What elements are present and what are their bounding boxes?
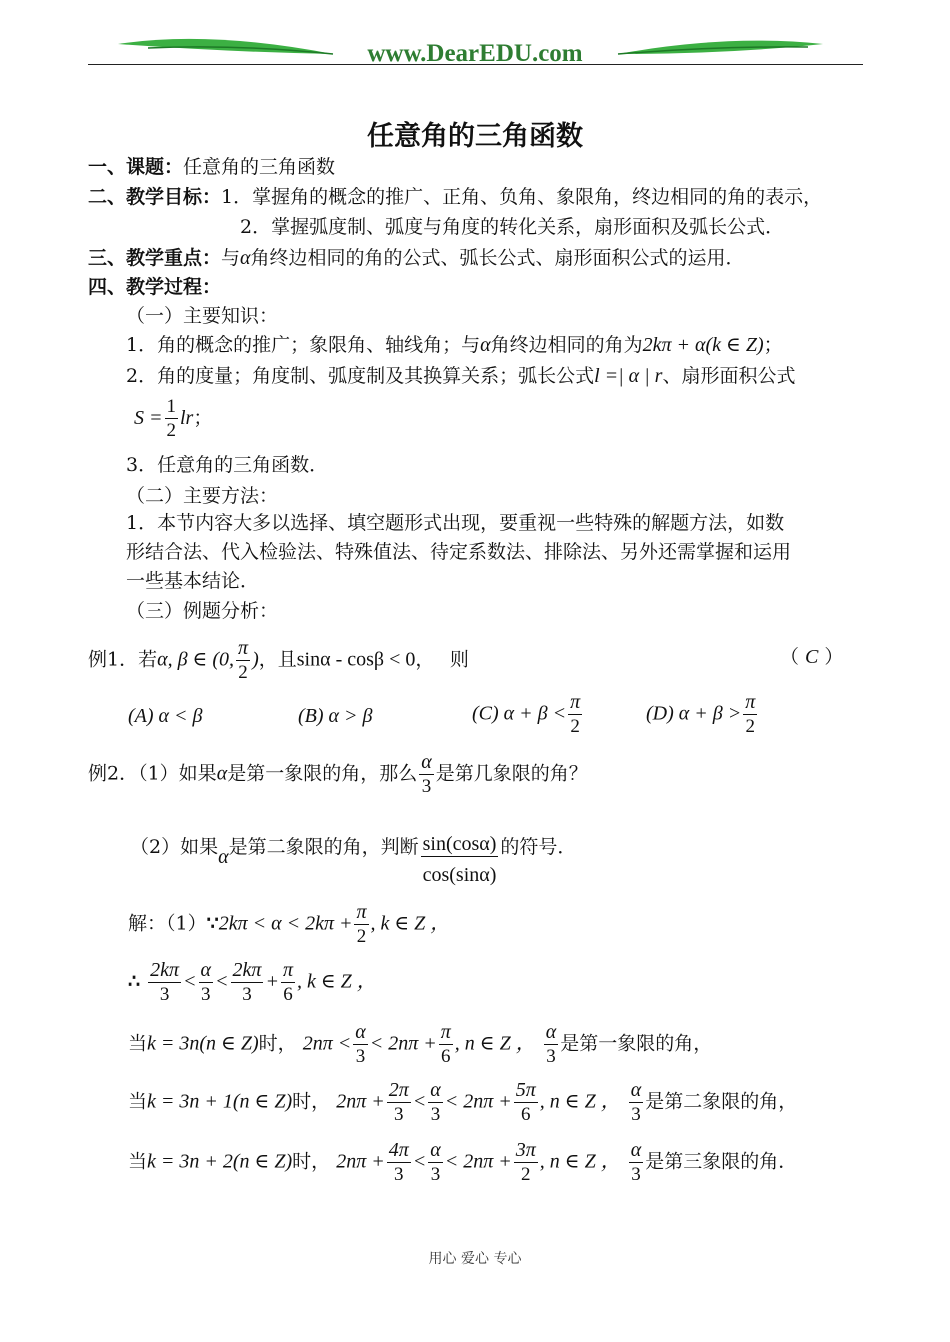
knowledge-item-1: 1．角的概念的推广；象限角、轴线角；与α角终边相同的角为2kπ + α(k ∈ Z)； — [126, 334, 783, 356]
example-1: 例1．若α, β ∈ (0, $\frac{\pi}{2}$ )，且sinα - cosβ < 0， 则 — [88, 637, 469, 683]
solution-line-2: ∴ $\frac{2k\pi}{3}$ < $\frac{\alpha}{3}$ < $\frac{2k\pi}{3}$ + $\frac{\pi}{6}$ , k ∈ Z ， — [128, 959, 377, 1005]
methods-line-3: 一些基本结论． — [126, 570, 260, 592]
solution-line-1: 解：（1）∵2kπ < α < 2kπ + $\frac{\pi}{2}$ , k ∈ Z ， — [128, 901, 451, 947]
page-title: 任意角的三角函数 — [367, 121, 583, 152]
section-topic: 一、课题：任意角的三角函数 — [88, 156, 336, 178]
example-2-part-1: 例2．（1）如果α是第一象限的角，那么 $\frac{\alpha}{3}$ 是第几象限的角？ — [88, 751, 588, 797]
example-2-part-2: （2）如果α是第二象限的角，判断 $\frac{\sin(\cos\alpha)}{\cos(\sin\alpha)}$ 的符号． — [130, 833, 577, 886]
methods-line-2: 形结合法、代入检验法、特殊值法、待定系数法、排除法、另外还需掌握和运用 — [126, 541, 792, 563]
example-1-answer: （ C ） — [780, 646, 844, 668]
examples-heading: （三）例题分析： — [126, 600, 279, 622]
section-goals: 二、教学目标：1．掌握角的概念的推广、正角、负角、象限角，终边相同的角的表示， — [88, 186, 823, 208]
section-process: 四、教学过程： — [88, 276, 222, 298]
sector-area-formula: S = $\frac{1}{2}$ lr； — [134, 396, 213, 441]
example-1-option-a: (A) α < β — [128, 705, 203, 727]
example-1-option-c: (C) α + β < $\frac{\pi}{2}$ — [472, 691, 581, 737]
knowledge-item-2: 2．角的度量；角度制、弧度制及其换算关系；弧长公式l =| α | r、扇形面积公式 — [126, 365, 796, 387]
section-goals-line2: 2．掌握弧度制、弧度与角度的转化关系，扇形面积及弧长公式． — [240, 216, 785, 238]
methods-line-1: 1．本节内容大多以选择、填空题形式出现，要重视一些特殊的解题方法，如数 — [126, 512, 785, 534]
page-footer: 用心 爱心 专心 — [428, 1251, 522, 1267]
section-focus: 三、教学重点：与α角终边相同的角的公式、弧长公式、扇形面积公式的运用． — [88, 247, 745, 269]
solution-case-1: 当k = 3n(n ∈ Z)时， 2nπ < $\frac{\alpha}{3}$ < 2nπ + $\frac{\pi}{6}$ , n ∈ Z ， $\frac{\alpha}{3}$ 是第一象限的角， — [128, 1021, 713, 1067]
methods-heading: （二）主要方法： — [126, 485, 279, 507]
header-rule — [88, 64, 863, 65]
example-1-option-b: (B) α > β — [298, 705, 373, 727]
solution-case-3: 当k = 3n + 2(n ∈ Z)时， 2nπ + $\frac{4\pi}{3}$ < $\frac{\alpha}{3}$ < 2nπ + $\frac{3\pi}{2}$ , n ∈ Z ， $\frac{\alpha}{3}$ 是第三象限的角． — [128, 1139, 798, 1185]
logo-text: www.DearEDU.com — [367, 40, 583, 67]
knowledge-item-3: 3．任意角的三角函数． — [126, 454, 329, 476]
example-1-option-d: (D) α + β > $\frac{\pi}{2}$ — [646, 691, 756, 737]
knowledge-heading: （一）主要知识： — [126, 305, 279, 327]
solution-case-2: 当k = 3n + 1(n ∈ Z)时， 2nπ + $\frac{2\pi}{3}$ < $\frac{\alpha}{3}$ < 2nπ + $\frac{5\pi}{6}$ , n ∈ Z ， $\frac{\alpha}{3}$ 是第二象限的角， — [128, 1079, 798, 1125]
